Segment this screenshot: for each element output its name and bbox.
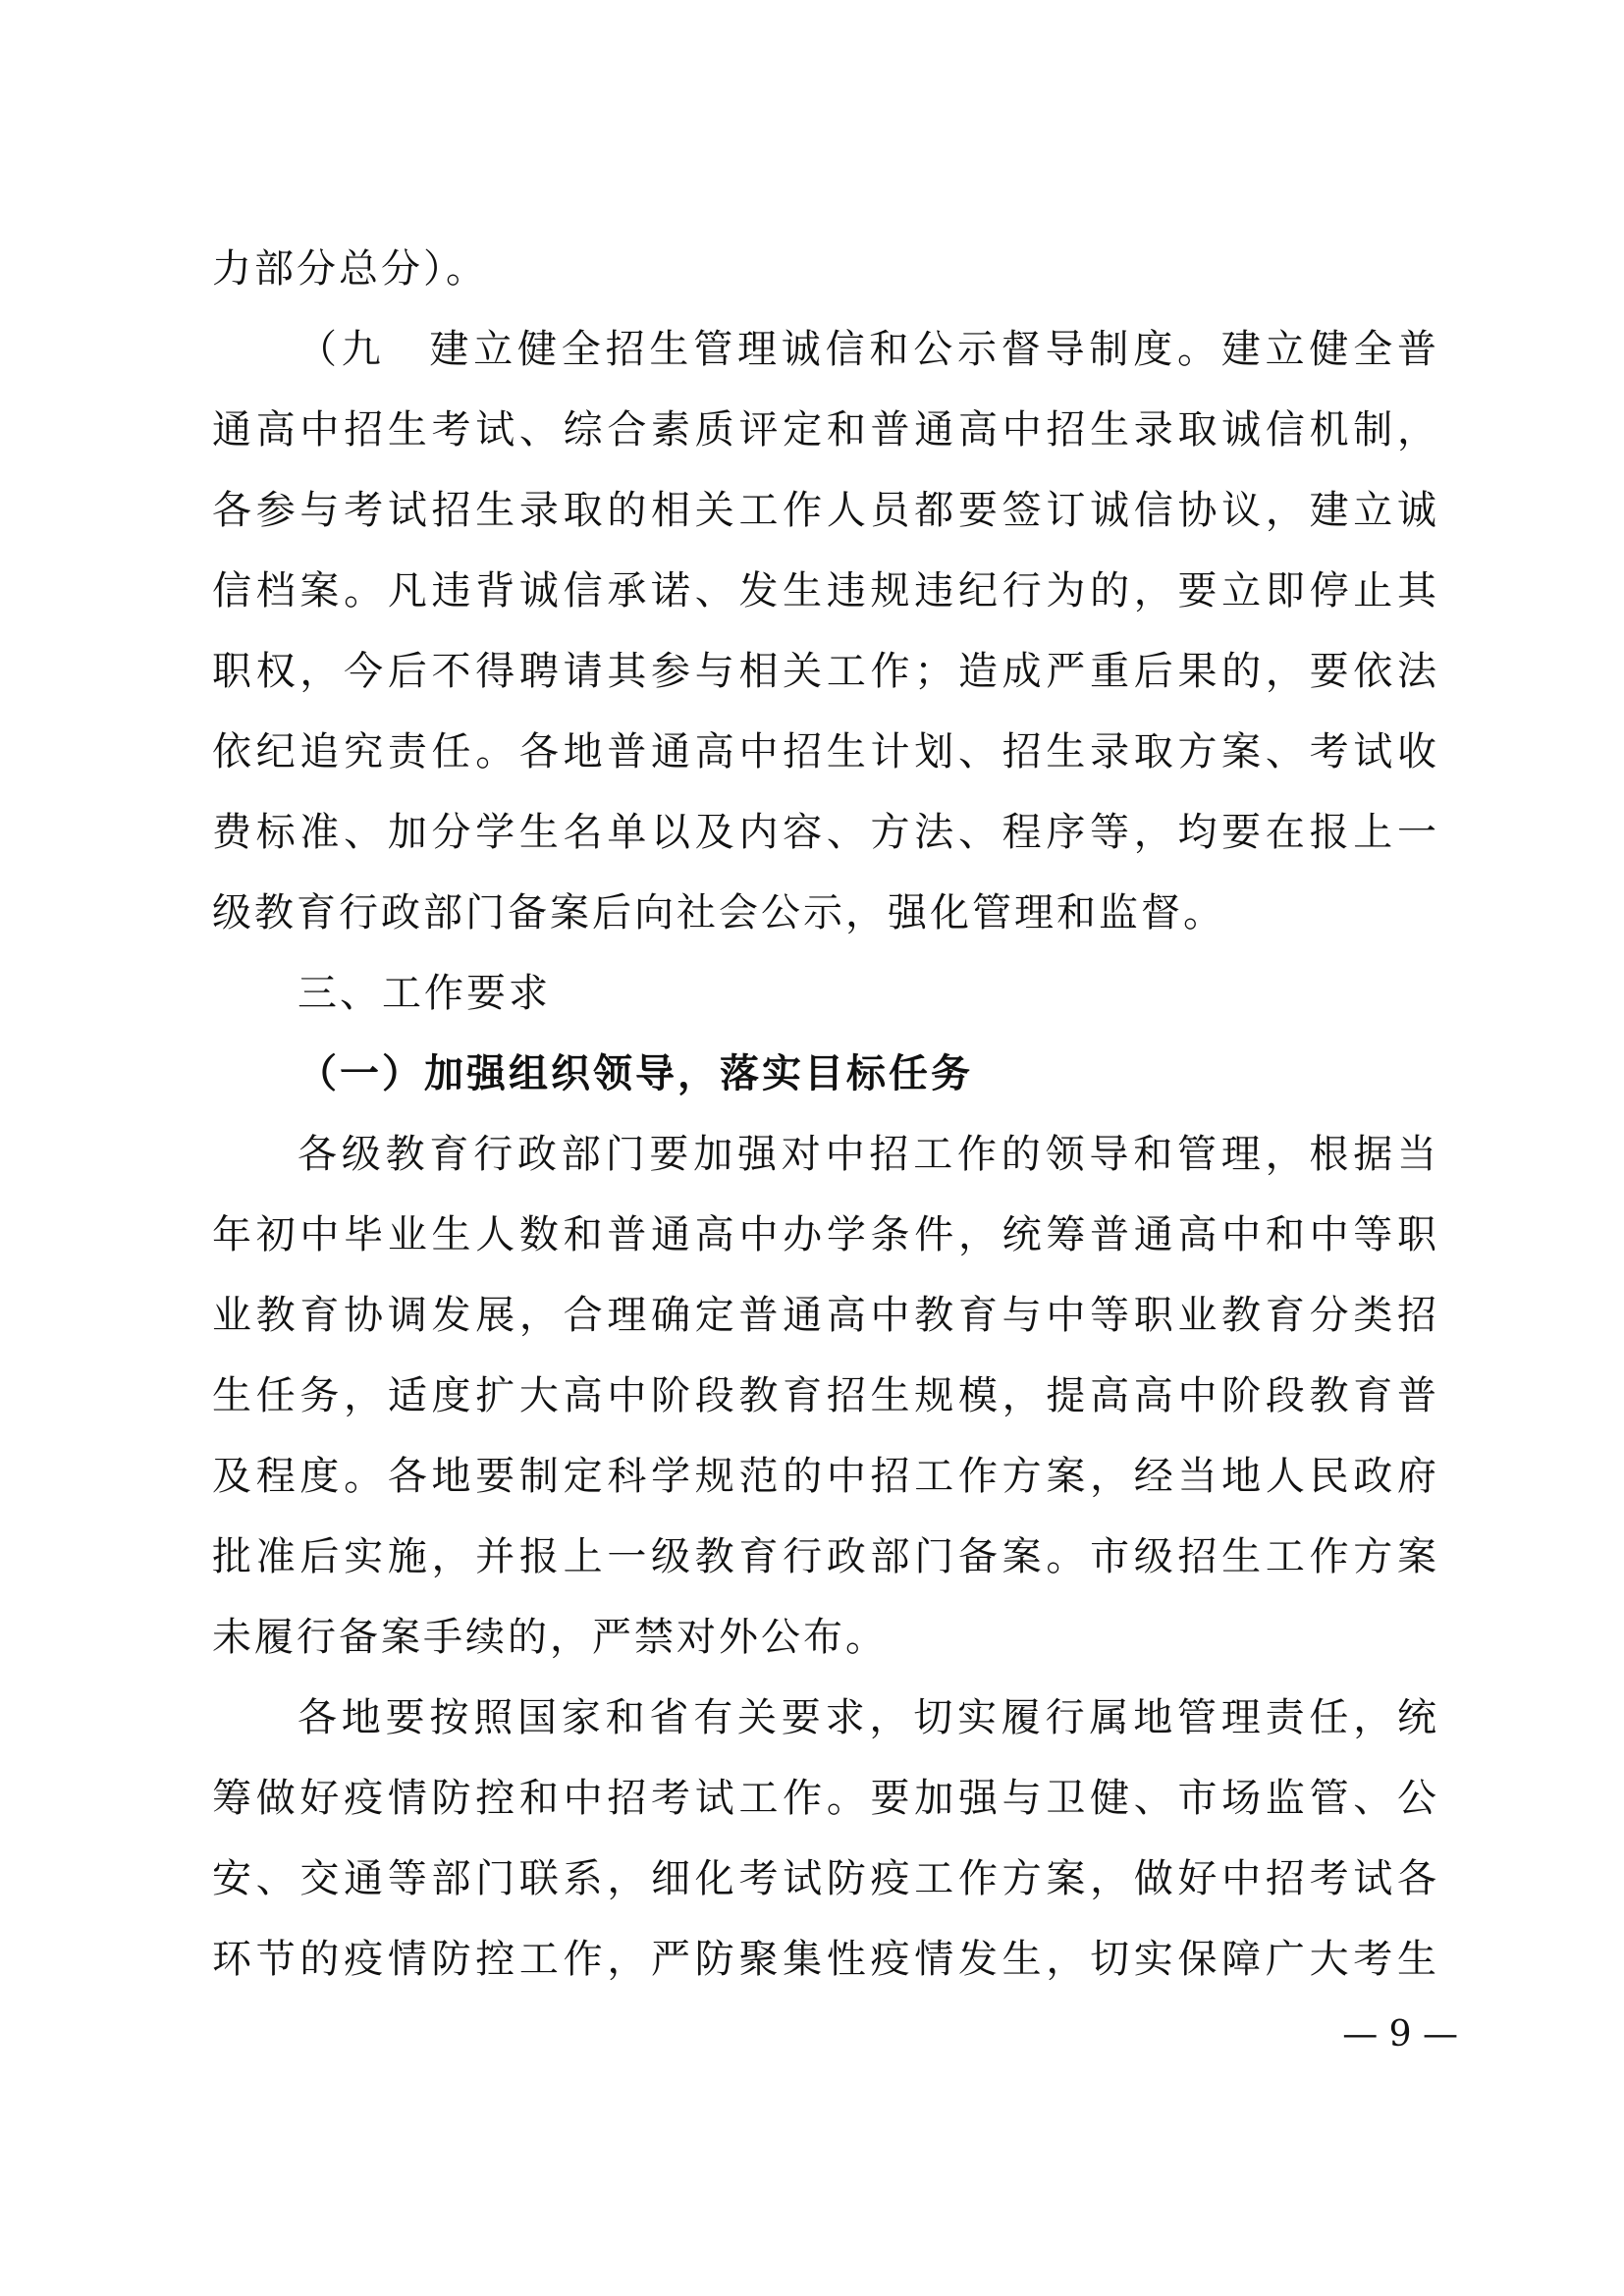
text-line: 筹做好疫情防控和中招考试工作。要加强与卫健、市场监管、公 <box>212 1776 1439 1821</box>
text-line: 及程度。各地要制定科学规范的中招工作方案，经当地人民政府 <box>212 1454 1439 1499</box>
text-line: 级教育行政部门备案后向社会公示，强化管理和监督。 <box>212 890 1225 935</box>
text-line: 环节的疫情防控工作，严防聚集性疫情发生，切实保障广大考生 <box>212 1937 1439 1982</box>
text-line: 依纪追究责任。各地普通高中招生计划、招生录取方案、考试收 <box>212 729 1439 774</box>
page-number: — 9 — <box>1342 2014 1458 2055</box>
body-text <box>212 229 1439 2000</box>
subsection-heading: （一）加强组织领导，落实目标任务 <box>298 1050 973 1096</box>
text-line: 职权，今后不得聘请其参与相关工作；造成严重后果的，要依法 <box>212 649 1439 694</box>
text-line: 各地要按照国家和省有关要求，切实履行属地管理责任，统 <box>298 1695 1439 1740</box>
text-line: 未履行备案手续的，严禁对外公布。 <box>212 1615 888 1660</box>
text-line: （九 建立健全招生管理诚信和公示督导制度。建立健全普 <box>298 327 1439 372</box>
text-line: 批准后实施，并报上一级教育行政部门备案。市级招生工作方案 <box>212 1534 1439 1579</box>
text-line: 安、交通等部门联系，细化考试防疫工作方案，做好中招考试各 <box>212 1856 1439 1901</box>
text-line: 费标准、加分学生名单以及内容、方法、程序等，均要在报上一 <box>212 810 1439 855</box>
text-line: 通高中招生考试、综合素质评定和普通高中招生录取诚信机制， <box>212 407 1439 453</box>
text-line: 力部分总分）。 <box>212 246 488 292</box>
text-line: 生任务，适度扩大高中阶段教育招生规模，提高高中阶段教育普 <box>212 1373 1439 1418</box>
text-line: 各参与考试招生录取的相关工作人员都要签订诚信协议，建立诚 <box>212 488 1439 533</box>
text-line: 业教育协调发展，合理确定普通高中教育与中等职业教育分类招 <box>212 1293 1439 1338</box>
text-line: 各级教育行政部门要加强对中招工作的领导和管理，根据当 <box>298 1132 1439 1177</box>
text-line: 信档案。凡违背诚信承诺、发生违规违纪行为的，要立即停止其 <box>212 568 1439 614</box>
text-line: 年初中毕业生人数和普通高中办学条件，统筹普通高中和中等职 <box>212 1212 1439 1257</box>
section-heading: 三、工作要求 <box>298 971 551 1016</box>
